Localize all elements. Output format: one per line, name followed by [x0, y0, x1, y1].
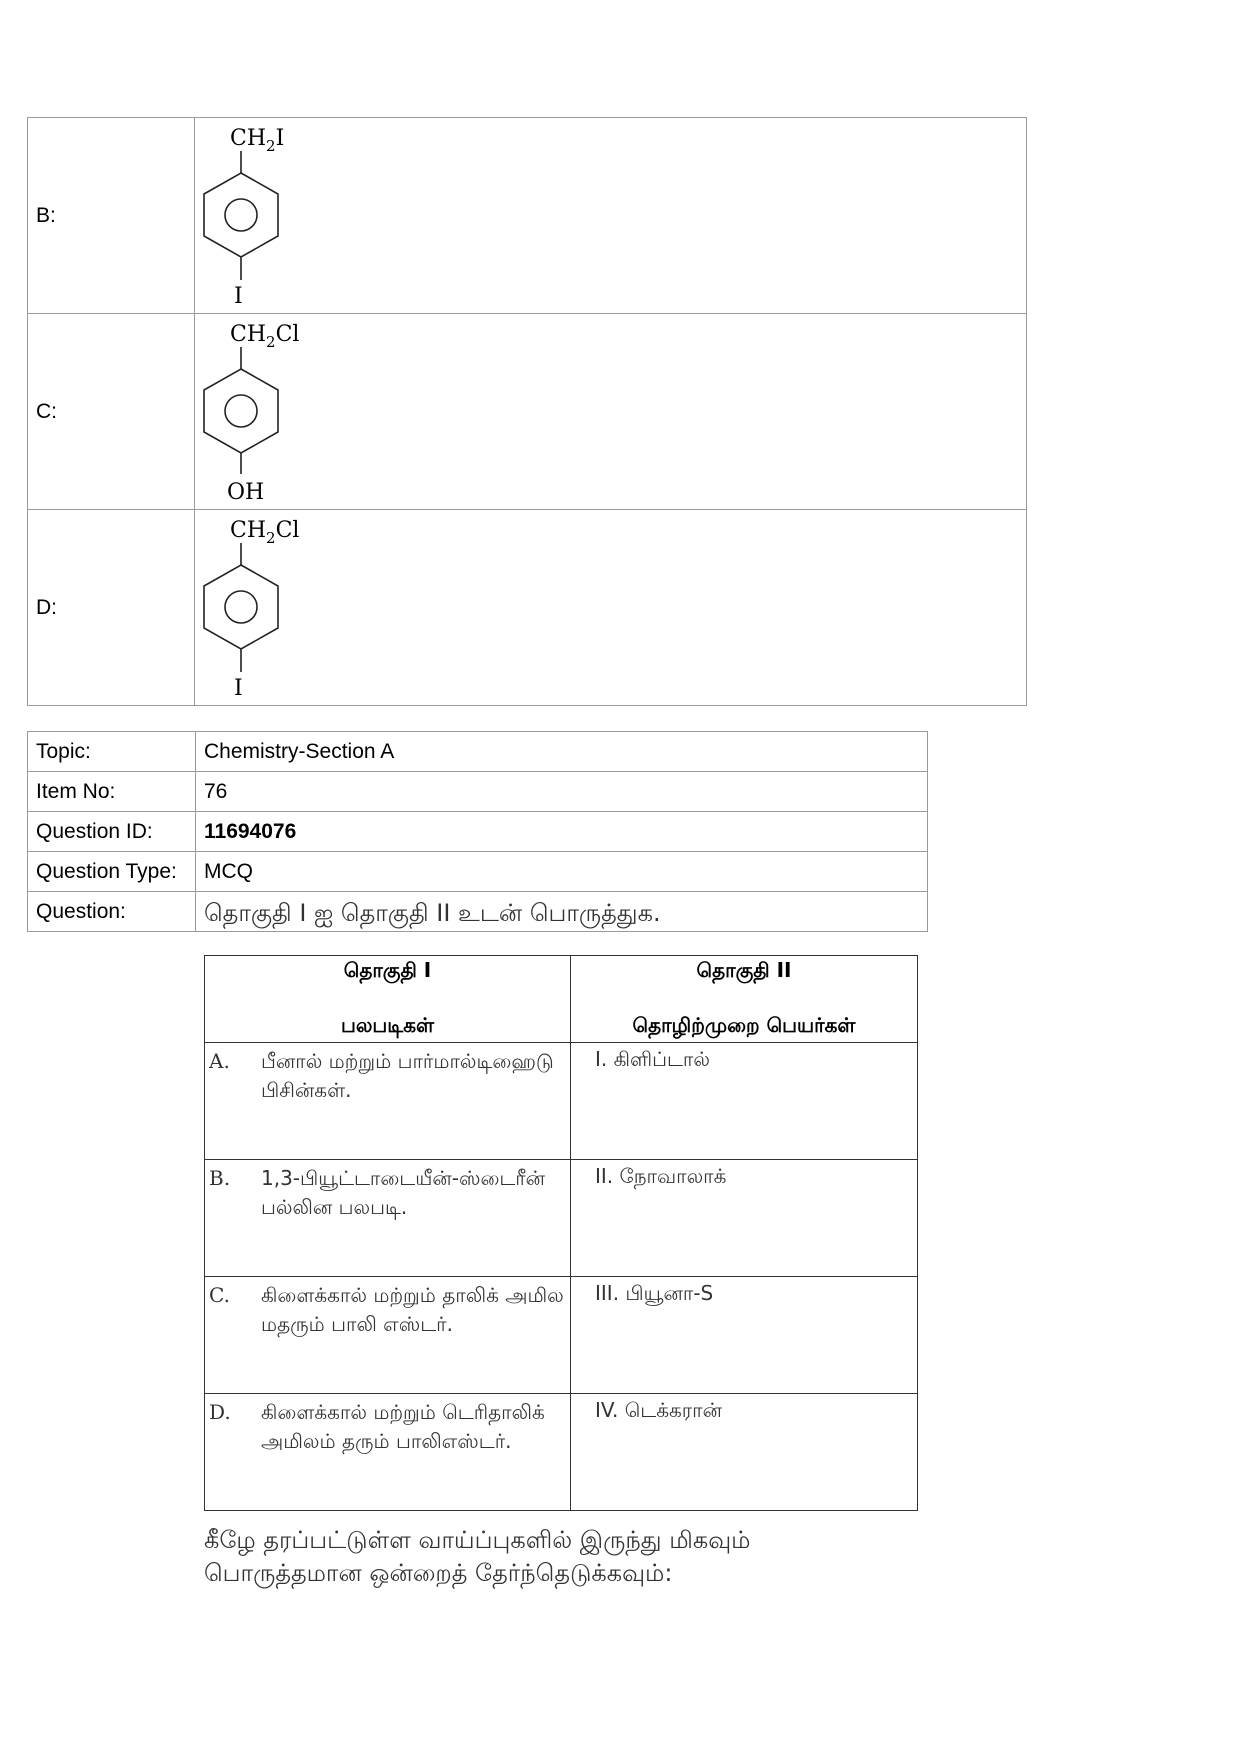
option-row-d — [28, 510, 1027, 706]
svg-text:OH: OH — [227, 480, 265, 505]
svg-text:CH2Cl: $CH_2Cl$ — [230, 322, 300, 351]
molecule-b — [195, 118, 1027, 314]
match-right-cell: III. பியூனா-S — [571, 1277, 918, 1394]
benzene-structure — [195, 314, 395, 509]
match-left-cell — [205, 1277, 571, 1394]
option-row-b — [28, 118, 1027, 314]
molecule-d — [195, 510, 1027, 706]
question-type-value: MCQ — [196, 852, 928, 892]
benzene-structure — [195, 118, 395, 313]
question-label: Question: — [28, 892, 196, 932]
question-row — [28, 892, 928, 932]
topic-row — [28, 732, 928, 772]
question-intro: தொகுதி I ஐ தொகுதி II உடன் பொருத்துக. — [204, 899, 661, 927]
question-type-row — [28, 852, 928, 892]
option-label: B: — [28, 118, 195, 314]
match-row — [205, 1394, 918, 1511]
question-type-label: Question Type: — [28, 852, 196, 892]
polymer-name: பீனால் மற்றும் பார்மால்டிஹைடு பிசின்கள். — [261, 1049, 554, 1102]
match-right-cell: II. நோவாலாக் — [571, 1160, 918, 1277]
svg-text:I: I — [234, 676, 243, 701]
options-table — [27, 117, 1027, 706]
svg-text:CH2Cl: $CH_2Cl$ — [230, 518, 300, 547]
match-right-cell: IV. டெக்கரான் — [571, 1394, 918, 1511]
col2-subtitle: தொழிற்முறை பெயர்கள் — [632, 1013, 856, 1037]
topic-value: Chemistry-Section A — [196, 732, 928, 772]
option-label: C: — [28, 314, 195, 510]
match-left-cell — [205, 1160, 571, 1277]
polymer-name: கிளைக்கால் மற்றும் டெரிதாலிக் அமிலம் தரும் பாலிஎஸ்டர். — [261, 1400, 545, 1453]
row-letter: C. — [209, 1283, 230, 1307]
row-letter: D. — [209, 1400, 231, 1424]
col1-subtitle: பலபடிகள் — [340, 1013, 435, 1037]
option-row-c — [28, 314, 1027, 510]
match-right-cell: I. கிளிப்டால் — [571, 1043, 918, 1160]
col1-title: தொகுதி I — [343, 958, 432, 982]
col1-header — [205, 956, 571, 1043]
item-row — [28, 772, 928, 812]
match-left-cell — [205, 1394, 571, 1511]
col2-title: தொகுதி II — [696, 958, 792, 982]
question-id-label: Question ID: — [28, 812, 196, 852]
topic-label: Topic: — [28, 732, 196, 772]
match-row — [205, 1160, 918, 1277]
svg-text:I: I — [234, 284, 243, 309]
match-table — [204, 955, 918, 1511]
question-id-row — [28, 812, 928, 852]
row-letter: B. — [209, 1166, 231, 1190]
polymer-name: கிளைக்கால் மற்றும் தாலிக் அமில மதரும் பாலி எஸ்டர். — [261, 1283, 564, 1336]
polymer-name: 1,3-பியூட்டாடையீன்-ஸ்டைரீன் பல்லின பலபடி. — [261, 1166, 546, 1219]
question-body — [196, 892, 928, 1587]
question-id-value: 11694076 — [196, 812, 928, 852]
item-label: Item No: — [28, 772, 196, 812]
question-info-table — [27, 731, 928, 1587]
row-letter: A. — [209, 1049, 230, 1073]
molecule-c — [195, 314, 1027, 510]
match-row — [205, 1043, 918, 1160]
question-footer: கீழே தரப்பட்டுள்ள வாய்ப்புகளில் இருந்து மிகவும் பொருத்தமான ஒன்றைத் தேர்ந்தெடுக்கவும்: — [204, 1526, 751, 1587]
match-header-row — [205, 956, 918, 1043]
col2-header — [571, 956, 918, 1043]
svg-text:CH2I: $CH_2I$ — [230, 126, 285, 155]
option-label: D: — [28, 510, 195, 706]
match-row — [205, 1277, 918, 1394]
match-left-cell — [205, 1043, 571, 1160]
benzene-structure — [195, 510, 395, 705]
item-value: 76 — [196, 772, 928, 812]
